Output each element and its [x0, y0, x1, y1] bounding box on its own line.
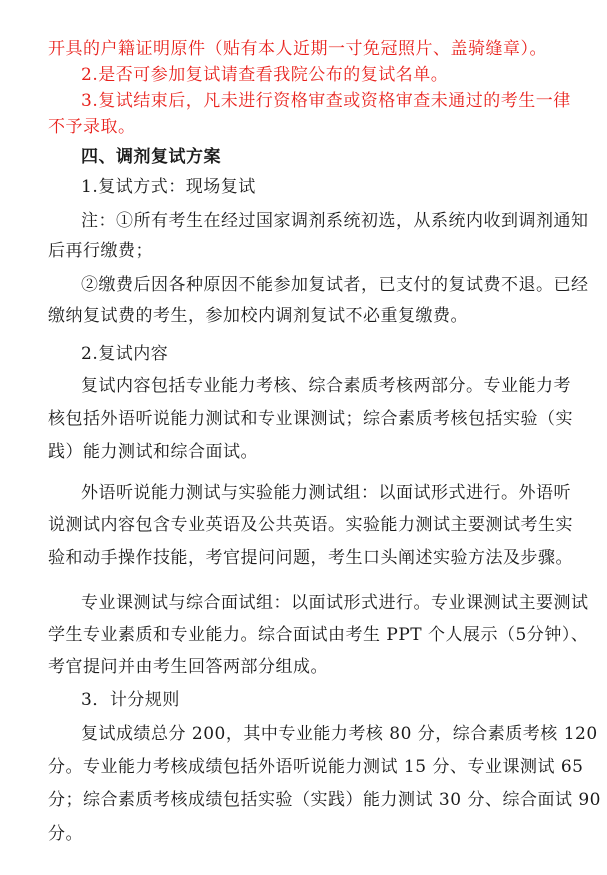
notice-item-2: 2.是否可参加复试请查看我院公布的复试名单。 — [81, 65, 449, 85]
content-para-2-line-2: 说测试内容包含专业英语及公共英语。实验能力测试主要测试考生实 — [48, 515, 573, 535]
content-para-3-line-1: 专业课测试与综合面试组：以面试形式进行。专业课测试主要测试 — [81, 593, 589, 613]
notice-item-3-line-1: 3.复试结束后，凡未进行资格审查或资格审查未通过的考生一律 — [81, 91, 571, 111]
scoring-para-line-1: 复试成绩总分 200，其中专业能力考核 80 分，综合素质考核 120 — [81, 724, 598, 744]
section-heading-adjustment-plan: 四、调剂复试方案 — [81, 147, 221, 167]
content-para-2-line-1: 外语听说能力测试与实验能力测试组：以面试形式进行。外语听 — [81, 483, 571, 503]
scoring-para-line-3: 分；综合素质考核成绩包括实验（实践）能力测试 30 分、综合面试 90 — [48, 790, 601, 810]
note-2-line-1: ②缴费后因各种原因不能参加复试者，已支付的复试费不退。已经 — [81, 275, 589, 295]
content-para-2-line-3: 验和动手操作技能，考官提问问题，考生口头阐述实验方法及步骤。 — [48, 548, 573, 568]
scoring-para-line-2: 分。专业能力考核成绩包括外语听说能力测试 15 分、专业课测试 65 — [48, 757, 584, 777]
note-2-line-2: 缴纳复试费的考生，参加校内调剂复试不必重复缴费。 — [48, 306, 468, 326]
content-para-3-line-2: 学生专业素质和专业能力。综合面试由考生 PPT 个人展示（5分钟）、 — [48, 625, 589, 645]
subheading-scoring-rules: 3．计分规则 — [81, 690, 180, 710]
notice-line-household-certificate: 开具的户籍证明原件（贴有本人近期一寸免冠照片、盖骑缝章）。 — [48, 39, 547, 59]
content-para-1-line-3: 践）能力测试和综合面试。 — [48, 442, 258, 462]
scoring-para-line-4: 分。 — [48, 824, 83, 844]
note-1-line-2: 后再行缴费； — [48, 241, 153, 261]
content-para-3-line-3: 考官提问并由考生回答两部分组成。 — [48, 657, 328, 677]
content-para-1-line-1: 复试内容包括专业能力考核、综合素质考核两部分。专业能力考 — [81, 376, 571, 396]
notice-item-3-line-2: 不予录取。 — [48, 117, 136, 137]
subheading-retest-content: 2.复试内容 — [81, 344, 169, 364]
note-1-line-1: 注：①所有考生在经过国家调剂系统初选，从系统内收到调剂通知 — [81, 211, 589, 231]
content-para-1-line-2: 核包括外语听说能力测试和专业课测试；综合素质考核包括实验（实 — [48, 409, 573, 429]
subheading-retest-method: 1.复试方式：现场复试 — [81, 177, 256, 197]
